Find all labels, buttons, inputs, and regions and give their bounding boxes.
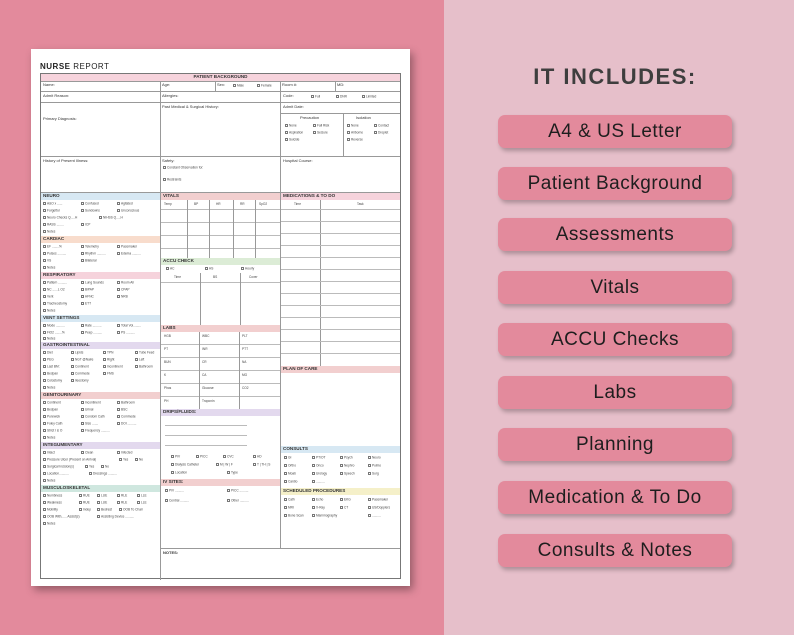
male-checkbox[interactable]: [233, 84, 244, 88]
resp-ett[interactable]: ETT: [85, 301, 92, 306]
cardiac-pacemaker[interactable]: Pacemaker: [121, 244, 138, 249]
gi-notes[interactable]: Notes: [47, 385, 56, 390]
consult-urology[interactable]: Urology: [316, 471, 327, 476]
female-label: Female: [261, 83, 272, 88]
drips-piv[interactable]: PIV: [175, 454, 181, 459]
neuro-rass[interactable]: RASS ........: [47, 222, 64, 227]
cardiac-rhythm[interactable]: Rhythm ..........: [85, 251, 106, 256]
sex-label: Sex:: [217, 82, 226, 87]
report-form: [40, 73, 401, 579]
lab-inr: INR: [202, 347, 208, 351]
neuro-forgetful[interactable]: Forgetful: [47, 208, 60, 213]
code-full-label: Full: [315, 94, 321, 99]
isolation-none-label: None: [351, 123, 359, 128]
gi-continent[interactable]: Continent: [75, 364, 89, 369]
vitals-spo2: SpO2: [259, 202, 268, 206]
drips-type[interactable]: Type: [231, 470, 238, 475]
drips-location[interactable]: Location: [175, 470, 188, 475]
gu-frequency[interactable]: Frequency ..........: [85, 428, 110, 433]
vent-settings-header: VENT SETTINGS: [41, 315, 160, 322]
gi-commode[interactable]: Commode: [75, 371, 90, 376]
neuro-confused[interactable]: Confused: [85, 201, 99, 206]
vent-notes[interactable]: Notes: [47, 336, 56, 341]
gu-strict-io[interactable]: Strict I & O: [47, 428, 63, 433]
precaution-seizure-label: Seizure: [317, 130, 328, 135]
gi-ngt[interactable]: NGT @Naire: [75, 357, 94, 362]
age-label: Age:: [162, 82, 171, 87]
constant-observation-label: Constant Observation for:: [167, 165, 204, 170]
msk-numb-lle[interactable]: LLE: [141, 493, 147, 498]
integ-intact[interactable]: Intact: [47, 450, 55, 455]
vent-total-vol[interactable]: Total Vol.........: [121, 323, 142, 328]
drips-picc[interactable]: PICC: [200, 454, 208, 459]
constant-observation[interactable]: [163, 166, 203, 170]
name-label: Name:: [43, 82, 55, 87]
isolation-none[interactable]: [347, 124, 359, 128]
lab-mg: MG: [242, 373, 248, 377]
labs-header: LABS: [161, 325, 280, 332]
gu-header: GENITOURINARY: [41, 392, 160, 399]
precaution-seizure[interactable]: [313, 131, 328, 135]
msk-numb-rue[interactable]: RUE: [83, 493, 90, 498]
drips-cvc[interactable]: CVC: [227, 454, 234, 459]
msk-mobility[interactable]: Mobility: [47, 507, 58, 512]
vitals-hr: HR: [216, 202, 221, 206]
isolation-contact-label: Contact: [378, 123, 389, 128]
hpi-label: History of Present Illness:: [43, 158, 89, 163]
resp-pattern[interactable]: Pattern ..........: [47, 280, 68, 285]
gi-diet[interactable]: Diet: [47, 350, 53, 355]
accu-hourly[interactable]: [241, 267, 254, 271]
lab-bun: BUN: [164, 360, 171, 364]
iv-other[interactable]: Other ..........: [231, 498, 249, 503]
lab-k: K: [164, 373, 167, 377]
cardiac-notes[interactable]: Notes: [47, 265, 56, 270]
gi-peg[interactable]: PEG: [47, 357, 54, 362]
code-dnr-label: DNR: [340, 94, 347, 99]
gu-bathroom[interactable]: Bathroom: [121, 400, 135, 405]
cardiac-pulses[interactable]: Pulses ..........: [47, 251, 67, 256]
vent-rate[interactable]: Rate ..........: [85, 323, 102, 328]
accu-time: Time: [174, 275, 181, 279]
isolation-reverse[interactable]: [347, 138, 363, 142]
include-medication-todo: Medication & To Do: [498, 481, 732, 514]
accu-hourly-label: Hourly: [245, 266, 255, 271]
allergies-label: Allergies:: [162, 93, 179, 98]
integ-pressure-ulcer[interactable]: Pressure Ulcer (Present on Arrival): [47, 457, 97, 462]
gu-condom-cath[interactable]: Condom Cath: [85, 414, 105, 419]
gi-bathroom[interactable]: Bathroom: [139, 364, 153, 369]
iv-piv[interactable]: PIV ..........: [169, 488, 184, 493]
gi-incontinent[interactable]: Incontinent: [107, 364, 123, 369]
pmh-label: Past Medical & Surgical History:: [162, 104, 219, 109]
musculoskeletal-header: MUSCULOSKELETAL: [41, 485, 160, 492]
primary-diagnosis-label: Primary Diagnosis:: [43, 116, 77, 121]
gi-ileostomy[interactable]: Ileostomy: [75, 378, 89, 383]
procedures-header: SCHEDULED PROCEDURES: [281, 488, 400, 495]
resp-bipap[interactable]: BiPAP: [85, 287, 94, 292]
sheet-title: [40, 62, 109, 71]
respiratory-header: RESPIRATORY: [41, 272, 160, 279]
cardiac-ef[interactable]: EF ........%: [47, 244, 62, 249]
accu-hs[interactable]: [205, 267, 213, 271]
lab-co2: CO2: [242, 386, 249, 390]
include-planning: Planning: [498, 428, 732, 461]
msk-weak-rle[interactable]: RLE: [121, 500, 128, 505]
consult-ptot[interactable]: PT/OT: [316, 455, 326, 460]
resp-notes[interactable]: Notes: [47, 308, 56, 313]
md-label: MD:: [337, 82, 345, 87]
admit-date-label: Admit Date:: [283, 104, 304, 109]
gi-fms[interactable]: FMS: [107, 371, 114, 376]
integ-si-no[interactable]: No: [105, 464, 110, 469]
precaution-fall-risk[interactable]: [313, 124, 329, 128]
accu-ac[interactable]: [166, 267, 174, 271]
precaution-label: Precaution: [300, 115, 320, 120]
consult-neuro[interactable]: Neuro: [372, 455, 381, 460]
consult-gi[interactable]: GI: [288, 455, 292, 460]
proc-mammography[interactable]: Mammography: [316, 513, 338, 518]
lab-ptt: PTT: [242, 347, 249, 351]
lab-wbc: WBC: [202, 334, 210, 338]
cardiac-telemetry[interactable]: Telemetry: [85, 244, 99, 249]
gi-bedpan[interactable]: Bedpan: [47, 371, 58, 376]
proc-ekg[interactable]: EKG: [344, 497, 351, 502]
gu-doi[interactable]: DOI ..........: [121, 421, 137, 426]
vitals-header: VITALS: [161, 193, 280, 200]
neuro-sundowns[interactable]: Sundowns: [85, 208, 100, 213]
code-label: Code:: [283, 93, 294, 98]
integ-pu-no[interactable]: No: [139, 457, 144, 462]
consults-header: CONSULTS: [281, 446, 400, 453]
gu-continent[interactable]: Continent: [47, 400, 61, 405]
resp-cpap[interactable]: CPAP: [121, 287, 130, 292]
gi-lipids[interactable]: Lipids: [75, 350, 84, 355]
code-dnr-checkbox[interactable]: [336, 95, 347, 99]
resp-hfnc[interactable]: HFNC: [85, 294, 94, 299]
iv-picc[interactable]: PICC ..........: [231, 488, 249, 493]
female-checkbox[interactable]: [257, 84, 272, 88]
msk-weakness[interactable]: Weakness: [47, 500, 62, 505]
lab-glucose: Glucose: [202, 386, 214, 390]
include-assessments: Assessments: [498, 218, 732, 251]
lab-ca: CA: [202, 373, 207, 377]
code-limited-checkbox[interactable]: [362, 95, 376, 99]
resp-lung-sounds[interactable]: Lung Sounds: [85, 280, 104, 285]
notes-label: NOTES:: [163, 550, 179, 555]
lab-ph: PH: [164, 399, 169, 403]
include-vitals: Vitals: [498, 271, 732, 304]
patient-background-header: PATIENT BACKGROUND: [41, 74, 400, 81]
include-accu-checks: ACCU Checks: [498, 323, 732, 356]
lab-troponin: Troponin: [202, 399, 215, 403]
code-full-checkbox[interactable]: [311, 95, 320, 99]
integumentary-header: INTEGUMENTARY: [41, 442, 160, 449]
resp-trach[interactable]: Tracheostomy: [47, 301, 68, 306]
title-bold: NURSE: [40, 62, 71, 71]
isolation-droplet[interactable]: [374, 131, 388, 135]
integ-pu-yes[interactable]: Yes: [123, 457, 129, 462]
proc-cath[interactable]: Cath: [288, 497, 295, 502]
drips-tths[interactable]: T | TH | S: [257, 462, 271, 467]
include-labs: Labs: [498, 376, 732, 409]
integ-location[interactable]: Location...........: [47, 471, 69, 476]
lab-plt: PLT: [242, 334, 248, 338]
male-label: Male: [237, 83, 244, 88]
gu-bedpan[interactable]: Bedpan: [47, 407, 58, 412]
include-patient-background: Patient Background: [498, 167, 732, 200]
drips-dialysis-catheter[interactable]: Dialysis Catheter: [175, 462, 200, 467]
isolation-reverse-label: Reverse: [351, 137, 363, 142]
room-label: Room #:: [282, 82, 298, 87]
title-rest: REPORT: [70, 62, 110, 71]
accu-bs: BS: [213, 275, 218, 279]
restraints-label: Restraints: [167, 177, 182, 182]
proc-xray[interactable]: X-Ray: [316, 505, 325, 510]
resp-vent[interactable]: Vent: [47, 294, 54, 299]
vitals-rr: RR: [240, 202, 245, 206]
proc-ct[interactable]: CT: [344, 505, 349, 510]
lab-pt: PT: [164, 347, 169, 351]
msk-numbness[interactable]: Numbness: [47, 493, 63, 498]
isolation-label: Isolation: [356, 115, 371, 120]
meds-time: Time: [294, 202, 301, 206]
proc-mri[interactable]: MRI: [288, 505, 294, 510]
cardiac-header: CARDIAC: [41, 236, 160, 243]
nurse-report-sheet: [31, 49, 410, 586]
restraints[interactable]: [163, 178, 181, 182]
msk-weak-lle[interactable]: LLE: [141, 500, 147, 505]
proc-other[interactable]: ..........: [372, 513, 381, 518]
neuro-ao[interactable]: A&O x ......: [47, 201, 63, 206]
hospital-course-label: Hospital Course:: [283, 158, 313, 163]
drips-mwf[interactable]: M | W | F: [220, 462, 233, 467]
consult-speech[interactable]: Speech: [344, 471, 355, 476]
meds-task: Task: [357, 202, 364, 206]
drips-hd[interactable]: HD: [257, 454, 262, 459]
msk-oob-chair[interactable]: OOB To Chair: [123, 507, 143, 512]
isolation-airborne[interactable]: [347, 131, 363, 135]
accu-cover: Cover: [249, 275, 258, 279]
neuro-unconscious[interactable]: Unconscious: [121, 208, 140, 213]
gi-left[interactable]: Left: [139, 357, 145, 362]
msk-numb-rle[interactable]: RLE: [121, 493, 128, 498]
neuro-agitated[interactable]: Agitated: [121, 201, 133, 206]
msk-oob-with[interactable]: OOB With...... Assist(s): [47, 514, 80, 519]
drips-header: DRIPS/FLUIDS:: [161, 409, 280, 416]
neuro-icp[interactable]: ICP: [85, 222, 91, 227]
code-limited-label: Limited: [366, 94, 377, 99]
vent-ps[interactable]: PS ..........: [121, 330, 135, 335]
accu-ac-label: AC: [170, 266, 175, 271]
precaution-none-label: None: [289, 123, 297, 128]
integ-si-yes[interactable]: Yes: [89, 464, 95, 469]
consult-pulmo[interactable]: Pulmo: [372, 463, 382, 468]
lab-phos: Phos: [164, 386, 172, 390]
msk-weak-rue[interactable]: RUE: [83, 500, 90, 505]
integ-dressings[interactable]: Dressings ..........: [93, 471, 117, 476]
gu-bsc[interactable]: BSC: [121, 407, 128, 412]
cardiac-bilateral[interactable]: Bilateral: [85, 258, 97, 263]
integ-surgical[interactable]: Surgical Incision(s): [47, 464, 74, 469]
admit-reason-label: Admit Reason:: [43, 93, 70, 98]
consult-other[interactable]: ..........: [316, 479, 325, 484]
gu-foley[interactable]: Foley Cath: [47, 421, 63, 426]
precaution-fall-risk-label: Fall Risk: [317, 123, 330, 128]
accu-hs-label: HS: [209, 266, 214, 271]
gu-purewick[interactable]: Purewick: [47, 414, 60, 419]
msk-notes[interactable]: Notes: [47, 521, 56, 526]
consult-moab[interactable]: Moab: [288, 471, 296, 476]
include-consults-notes: Consults & Notes: [498, 534, 732, 567]
gi-tube-feed[interactable]: Tube Feed: [139, 350, 155, 355]
medications-header: MEDICATIONS & TO DO: [281, 193, 400, 200]
isolation-contact[interactable]: [374, 124, 389, 128]
neuro-checks[interactable]: Neuro Checks Q.....H: [47, 215, 78, 220]
lab-hgb: HGB: [164, 334, 171, 338]
msk-assisting-device[interactable]: Assisting Device ..........: [101, 514, 135, 519]
gu-incontinent[interactable]: Incontinent: [85, 400, 101, 405]
integ-notes[interactable]: Notes: [47, 478, 56, 483]
cardiac-edema[interactable]: Edema ..........: [121, 251, 141, 256]
precaution-aspiration[interactable]: [285, 131, 303, 135]
gi-header: GASTROINTESTINAL: [41, 342, 160, 349]
precaution-aspiration-label: Aspiration: [289, 130, 304, 135]
neuro-nihss[interactable]: NIHSS Q.....H: [103, 215, 123, 220]
consult-psych[interactable]: Psych: [344, 455, 353, 460]
gu-size[interactable]: Size .......: [85, 421, 99, 426]
resp-room-air[interactable]: Room Air: [121, 280, 135, 285]
consult-ortho[interactable]: Ortho: [288, 463, 296, 468]
plan-of-care-header: PLAN OF CARE: [281, 366, 400, 373]
accu-check-header: ACCU CHECK: [161, 258, 280, 265]
include-a4-us-letter: A4 & US Letter: [498, 115, 732, 148]
precaution-suicide-label: Suicide: [289, 137, 300, 142]
vent-peep[interactable]: Peep ..........: [85, 330, 103, 335]
neuro-header: NEURO: [41, 193, 160, 200]
cardiac-vs[interactable]: VS: [47, 258, 52, 263]
consult-nephro[interactable]: Nephro: [344, 463, 355, 468]
vent-mode[interactable]: Mode ..........: [47, 323, 65, 328]
consult-cardio[interactable]: Cardio: [288, 479, 298, 484]
gi-tpn[interactable]: TPN: [107, 350, 114, 355]
safety-label: Safety:: [162, 158, 175, 163]
consult-surg[interactable]: Surg: [372, 471, 379, 476]
isolation-airborne-label: Airborne: [351, 130, 364, 135]
lab-na: NA: [242, 360, 247, 364]
lab-cr: CR: [202, 360, 207, 364]
resp-nc[interactable]: NC ......L O2: [47, 287, 65, 292]
resp-nrb[interactable]: NRB: [121, 294, 128, 299]
vitals-temp: Temp: [164, 202, 172, 206]
consult-onco[interactable]: Onco: [316, 463, 324, 468]
proc-us-dopplers[interactable]: US/Dopplers: [372, 505, 391, 510]
proc-bone-scan[interactable]: Bone Scan: [288, 513, 304, 518]
gi-colostomy[interactable]: Colostomy: [47, 378, 63, 383]
msk-numb-lue[interactable]: LUE: [101, 493, 108, 498]
gi-right[interactable]: Right: [107, 357, 115, 362]
gi-last-bm[interactable]: Last BM:: [47, 364, 60, 369]
gu-urinal[interactable]: Urinal: [85, 407, 94, 412]
includes-title: IT INCLUDES:: [533, 64, 697, 89]
proc-pacemaker[interactable]: Pacemaker: [372, 497, 389, 502]
vitals-bp: BP: [194, 202, 199, 206]
vent-fio2[interactable]: FiO2 ........%: [47, 330, 65, 335]
precaution-suicide[interactable]: [285, 138, 299, 142]
gu-notes[interactable]: Notes: [47, 435, 56, 440]
iv-sites-header: IV SITES:: [161, 479, 280, 486]
integ-clean[interactable]: Clean: [85, 450, 94, 455]
iv-central[interactable]: Central ..........: [169, 498, 190, 503]
integ-infected[interactable]: Infected: [121, 450, 133, 455]
msk-indep[interactable]: Indep: [83, 507, 91, 512]
proc-echo[interactable]: Echo: [316, 497, 324, 502]
neuro-notes[interactable]: Notes: [47, 229, 56, 234]
msk-weak-lue[interactable]: LUE: [101, 500, 108, 505]
precaution-none[interactable]: [285, 124, 297, 128]
msk-bedrest[interactable]: Bedrest: [101, 507, 112, 512]
isolation-droplet-label: Droplet: [378, 130, 389, 135]
gu-commode[interactable]: Commode: [121, 414, 136, 419]
